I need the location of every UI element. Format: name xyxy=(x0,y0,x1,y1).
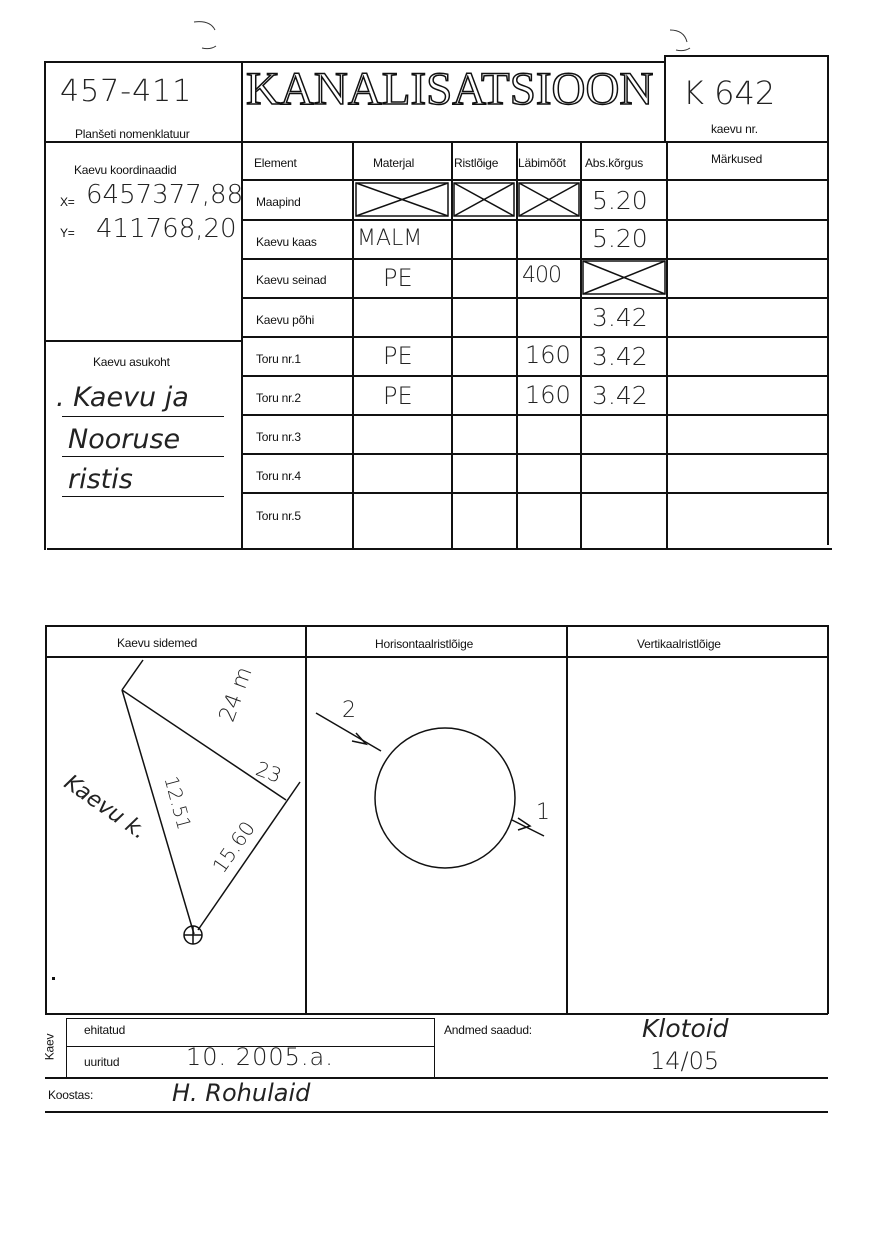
col-notes: Märkused xyxy=(711,152,763,166)
height-value: 3.42 xyxy=(592,342,648,371)
data-label: Andmed saadud: xyxy=(444,1023,532,1037)
height-value: 3.42 xyxy=(592,381,648,410)
row-label: Toru nr.3 xyxy=(256,430,301,444)
plan-label: Planšeti nomenklatuur xyxy=(75,127,190,141)
well-label: kaevu nr. xyxy=(711,122,758,136)
row-label: Kaevu põhi xyxy=(256,313,315,327)
built-label: ehitatud xyxy=(84,1023,126,1037)
material-value: PE xyxy=(383,342,413,370)
row-label: Maapind xyxy=(256,195,301,209)
location-line-1: . Kaevu ja xyxy=(56,382,189,413)
row-label: Kaevu seinad xyxy=(256,273,327,287)
col-diameter: Läbimõõt xyxy=(518,156,566,170)
plan-number: 457-411 xyxy=(60,74,193,109)
x-label: X= xyxy=(60,195,75,209)
well-number: K 642 xyxy=(683,74,776,112)
col-cross: Ristlõige xyxy=(454,156,499,170)
col-height: Abs.kõrgus xyxy=(585,156,644,170)
author-value: H. Rohulaid xyxy=(172,1079,311,1107)
row-label: Toru nr.5 xyxy=(256,509,301,523)
author-label: Koostas: xyxy=(48,1088,94,1102)
row-label: Toru nr.4 xyxy=(256,469,301,483)
diameter-value: 400 xyxy=(522,263,561,288)
tie-distance-23: 23 xyxy=(252,756,285,788)
tie-distance-24: 24 m xyxy=(214,663,258,726)
data-source: Klotoid xyxy=(642,1014,729,1043)
ties-title: Kaevu sidemed xyxy=(117,636,198,650)
pipe-2-label: 2 xyxy=(342,698,356,723)
row-label: Kaevu kaas xyxy=(256,235,317,249)
height-value: 5.20 xyxy=(592,224,648,253)
page-title: KANALISATSIOON xyxy=(246,63,654,115)
row-label: Toru nr.2 xyxy=(256,391,301,405)
x-value: 6457377,88 xyxy=(86,180,244,210)
coords-label: Kaevu koordinaadid xyxy=(74,163,177,177)
y-label: Y= xyxy=(60,226,75,240)
pipe-1-label: 1 xyxy=(536,800,550,825)
data-date: 14/05 xyxy=(650,1047,720,1075)
tie-distance-1251: 12.51 xyxy=(159,773,195,833)
side-label: Kaev xyxy=(42,1033,57,1061)
vertical-title: Vertikaalristlõige xyxy=(637,637,721,651)
col-element: Element xyxy=(254,156,297,170)
tie-side-note: Kaevu k. xyxy=(59,770,151,845)
material-value: MALM xyxy=(357,226,423,251)
measured-value: 10. 2005.a. xyxy=(186,1043,334,1071)
material-value: PE xyxy=(383,264,413,292)
tie-distance-1560: 15.60 xyxy=(207,816,260,878)
row-label: Toru nr.1 xyxy=(256,352,301,366)
col-material: Materjal xyxy=(373,156,415,170)
diameter-value: 160 xyxy=(525,341,571,369)
diameter-value: 160 xyxy=(525,381,571,409)
height-value: 5.20 xyxy=(592,186,648,215)
measured-label: uuritud xyxy=(84,1055,120,1069)
material-value: PE xyxy=(383,382,413,410)
horizontal-title: Horisontaalristlõige xyxy=(375,637,474,651)
location-line-2: Nooruse xyxy=(68,424,181,455)
location-line-3: ristis xyxy=(68,464,133,495)
location-label: Kaevu asukoht xyxy=(93,355,170,369)
y-value: 411768,20 xyxy=(96,214,237,244)
height-value: 3.42 xyxy=(592,303,648,332)
